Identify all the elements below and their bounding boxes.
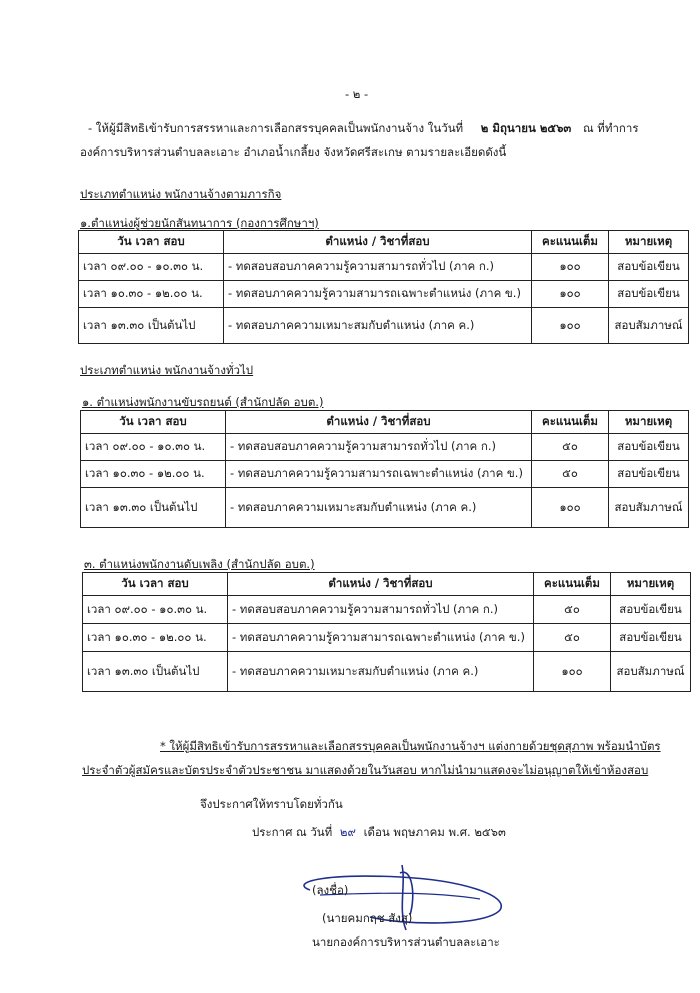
- header-note: หมายเหตุ: [609, 411, 689, 434]
- page-number: - ๒ -: [345, 87, 369, 101]
- row-subject: - ทดสอบภาคความรู้ความสามารถเฉพาะตำแหน่ง (ภาค ข.): [224, 281, 532, 308]
- row-score: ๕๐: [532, 434, 609, 461]
- intro-line2: องค์การบริหารส่วนตำบลละเอาะ อำเภอน้ำเกลี้ยง จังหวัดศรีสะเกษ ตามรายละเอียดดังนี้: [80, 145, 507, 159]
- section-title-mission: ประเภทตำแหน่ง พนักงานจ้างตามภารกิจ: [80, 187, 282, 201]
- announce-suffix: เดือน พฤษภาคม พ.ศ. ๒๕๖๓: [363, 825, 506, 839]
- row-score: ๑๐๐: [532, 254, 609, 281]
- header-note: หมายเหตุ: [609, 231, 689, 254]
- intro-date: ๒ มิถุนายน ๒๕๖๓: [480, 121, 572, 135]
- schedule-table-1: [78, 230, 689, 344]
- signature-title: นายกองค์การบริหารส่วนตำบลละเอาะ: [312, 935, 500, 949]
- intro-line1: [88, 120, 639, 138]
- header-time: วัน เวลา สอบ: [83, 573, 228, 596]
- table-header-row: [81, 411, 689, 434]
- table-row: [79, 308, 689, 344]
- row-time: เวลา ๐๙.๐๐ - ๑๐.๓๐ น.: [79, 254, 224, 281]
- table3-title: ๓. ตำแหน่งพนักงานดับเพลิง (สำนักปลัด อบต.): [84, 557, 315, 571]
- row-note: สอบสัมภาษณ์: [609, 488, 689, 528]
- intro-line1-prefix: - ให้ผู้มีสิทธิเข้ารับการสรรหาและการเลือกสรรบุคคลเป็นพนักงานจ้าง ในวันที่: [88, 121, 464, 135]
- table-header-row: [83, 573, 691, 596]
- table-row: [79, 281, 689, 308]
- row-note: สอบข้อเขียน: [609, 254, 689, 281]
- row-note: สอบข้อเขียน: [609, 281, 689, 308]
- announce-date-line: [252, 824, 506, 842]
- announce-prefix: ประกาศ ณ วันที่: [252, 825, 333, 839]
- row-subject: - ทดสอบภาคความรู้ความสามารถเฉพาะตำแหน่ง (ภาค ข.): [226, 461, 532, 488]
- row-subject: - ทดสอบสอบภาคความรู้ความสามารถทั่วไป (ภาค ก.): [224, 254, 532, 281]
- row-subject: - ทดสอบสอบภาคความรู้ความสามารถทั่วไป (ภาค ก.): [226, 434, 532, 461]
- table-row: [81, 434, 689, 461]
- row-time: เวลา ๑๓.๓๐ เป็นต้นไป: [79, 308, 224, 344]
- header-note: หมายเหตุ: [611, 573, 691, 596]
- row-score: ๕๐: [534, 596, 611, 624]
- notice-line1: * ให้ผู้มีสิทธิเข้ารับการสรรหาและเลือกสรรบุคคลเป็นพนักงานจ้างฯ แต่งกายด้วยชุดสุภาพ พร้อมนำบัตร: [160, 739, 661, 753]
- header-subject: ตำแหน่ง / วิชาที่สอบ: [228, 573, 534, 596]
- table-row: [81, 461, 689, 488]
- row-subject: - ทดสอบภาคความเหมาะสมกับตำแหน่ง (ภาค ค.): [226, 488, 532, 528]
- signature-name: (นายคมกฤช สังสุ): [322, 911, 413, 925]
- row-note: สอบข้อเขียน: [609, 434, 689, 461]
- table-row: [83, 624, 691, 652]
- signature-signed-label: (ลงชื่อ): [312, 883, 349, 897]
- row-score: ๑๐๐: [534, 652, 611, 692]
- row-time: เวลา ๑๓.๓๐ เป็นต้นไป: [83, 652, 228, 692]
- closing-text: จึงประกาศให้ทราบโดยทั่วกัน: [200, 797, 343, 811]
- header-time: วัน เวลา สอบ: [81, 411, 226, 434]
- section-title-general: ประเภทตำแหน่ง พนักงานจ้างทั่วไป: [80, 363, 254, 377]
- table-row: [81, 488, 689, 528]
- header-score: คะแนนเต็ม: [534, 573, 611, 596]
- row-note: สอบสัมภาษณ์: [609, 308, 689, 344]
- announce-day: ๒๙: [339, 825, 356, 839]
- table2-title: ๑. ตำแหน่งพนักงานขับรถยนต์ (สำนักปลัด อบต.): [82, 395, 324, 409]
- header-subject: ตำแหน่ง / วิชาที่สอบ: [226, 411, 532, 434]
- intro-line1-suffix: ณ ที่ทำการ: [582, 121, 639, 135]
- schedule-table-2: [80, 410, 689, 528]
- row-score: ๑๐๐: [532, 281, 609, 308]
- row-score: ๕๐: [534, 624, 611, 652]
- row-time: เวลา ๑๐.๓๐ - ๑๒.๐๐ น.: [79, 281, 224, 308]
- row-time: เวลา ๑๐.๓๐ - ๑๒.๐๐ น.: [81, 461, 226, 488]
- table-row: [83, 596, 691, 624]
- schedule-table-3: [82, 572, 691, 692]
- row-subject: - ทดสอบภาคความเหมาะสมกับตำแหน่ง (ภาค ค.): [224, 308, 532, 344]
- row-subject: - ทดสอบภาคความเหมาะสมกับตำแหน่ง (ภาค ค.): [228, 652, 534, 692]
- row-note: สอบข้อเขียน: [611, 624, 691, 652]
- table-header-row: [79, 231, 689, 254]
- table1-title: ๑.ตำแหน่งผู้ช่วยนักสันทนาการ (กองการศึกษาฯ): [80, 216, 319, 230]
- row-score: ๑๐๐: [532, 488, 609, 528]
- header-time: วัน เวลา สอบ: [79, 231, 224, 254]
- row-subject: - ทดสอบสอบภาคความรู้ความสามารถทั่วไป (ภาค ก.): [228, 596, 534, 624]
- row-note: สอบข้อเขียน: [609, 461, 689, 488]
- row-subject: - ทดสอบภาคความรู้ความสามารถเฉพาะตำแหน่ง (ภาค ข.): [228, 624, 534, 652]
- header-score: คะแนนเต็ม: [532, 411, 609, 434]
- header-score: คะแนนเต็ม: [532, 231, 609, 254]
- row-score: ๑๐๐: [532, 308, 609, 344]
- row-score: ๕๐: [532, 461, 609, 488]
- table-row: [83, 652, 691, 692]
- row-time: เวลา ๐๙.๐๐ - ๑๐.๓๐ น.: [83, 596, 228, 624]
- header-subject: ตำแหน่ง / วิชาที่สอบ: [224, 231, 532, 254]
- row-time: เวลา ๑๐.๓๐ - ๑๒.๐๐ น.: [83, 624, 228, 652]
- notice-line2: ประจำตัวผู้สมัครและบัตรประจำตัวประชาชน มาแสดงด้วยในวันสอบ หากไม่นำมาแสดงจะไม่อนุญาตให้เข้าห้องสอบ: [82, 763, 649, 777]
- table-row: [79, 254, 689, 281]
- row-note: สอบข้อเขียน: [611, 596, 691, 624]
- row-time: เวลา ๑๓.๓๐ เป็นต้นไป: [81, 488, 226, 528]
- row-time: เวลา ๐๙.๐๐ - ๑๐.๓๐ น.: [81, 434, 226, 461]
- row-note: สอบสัมภาษณ์: [611, 652, 691, 692]
